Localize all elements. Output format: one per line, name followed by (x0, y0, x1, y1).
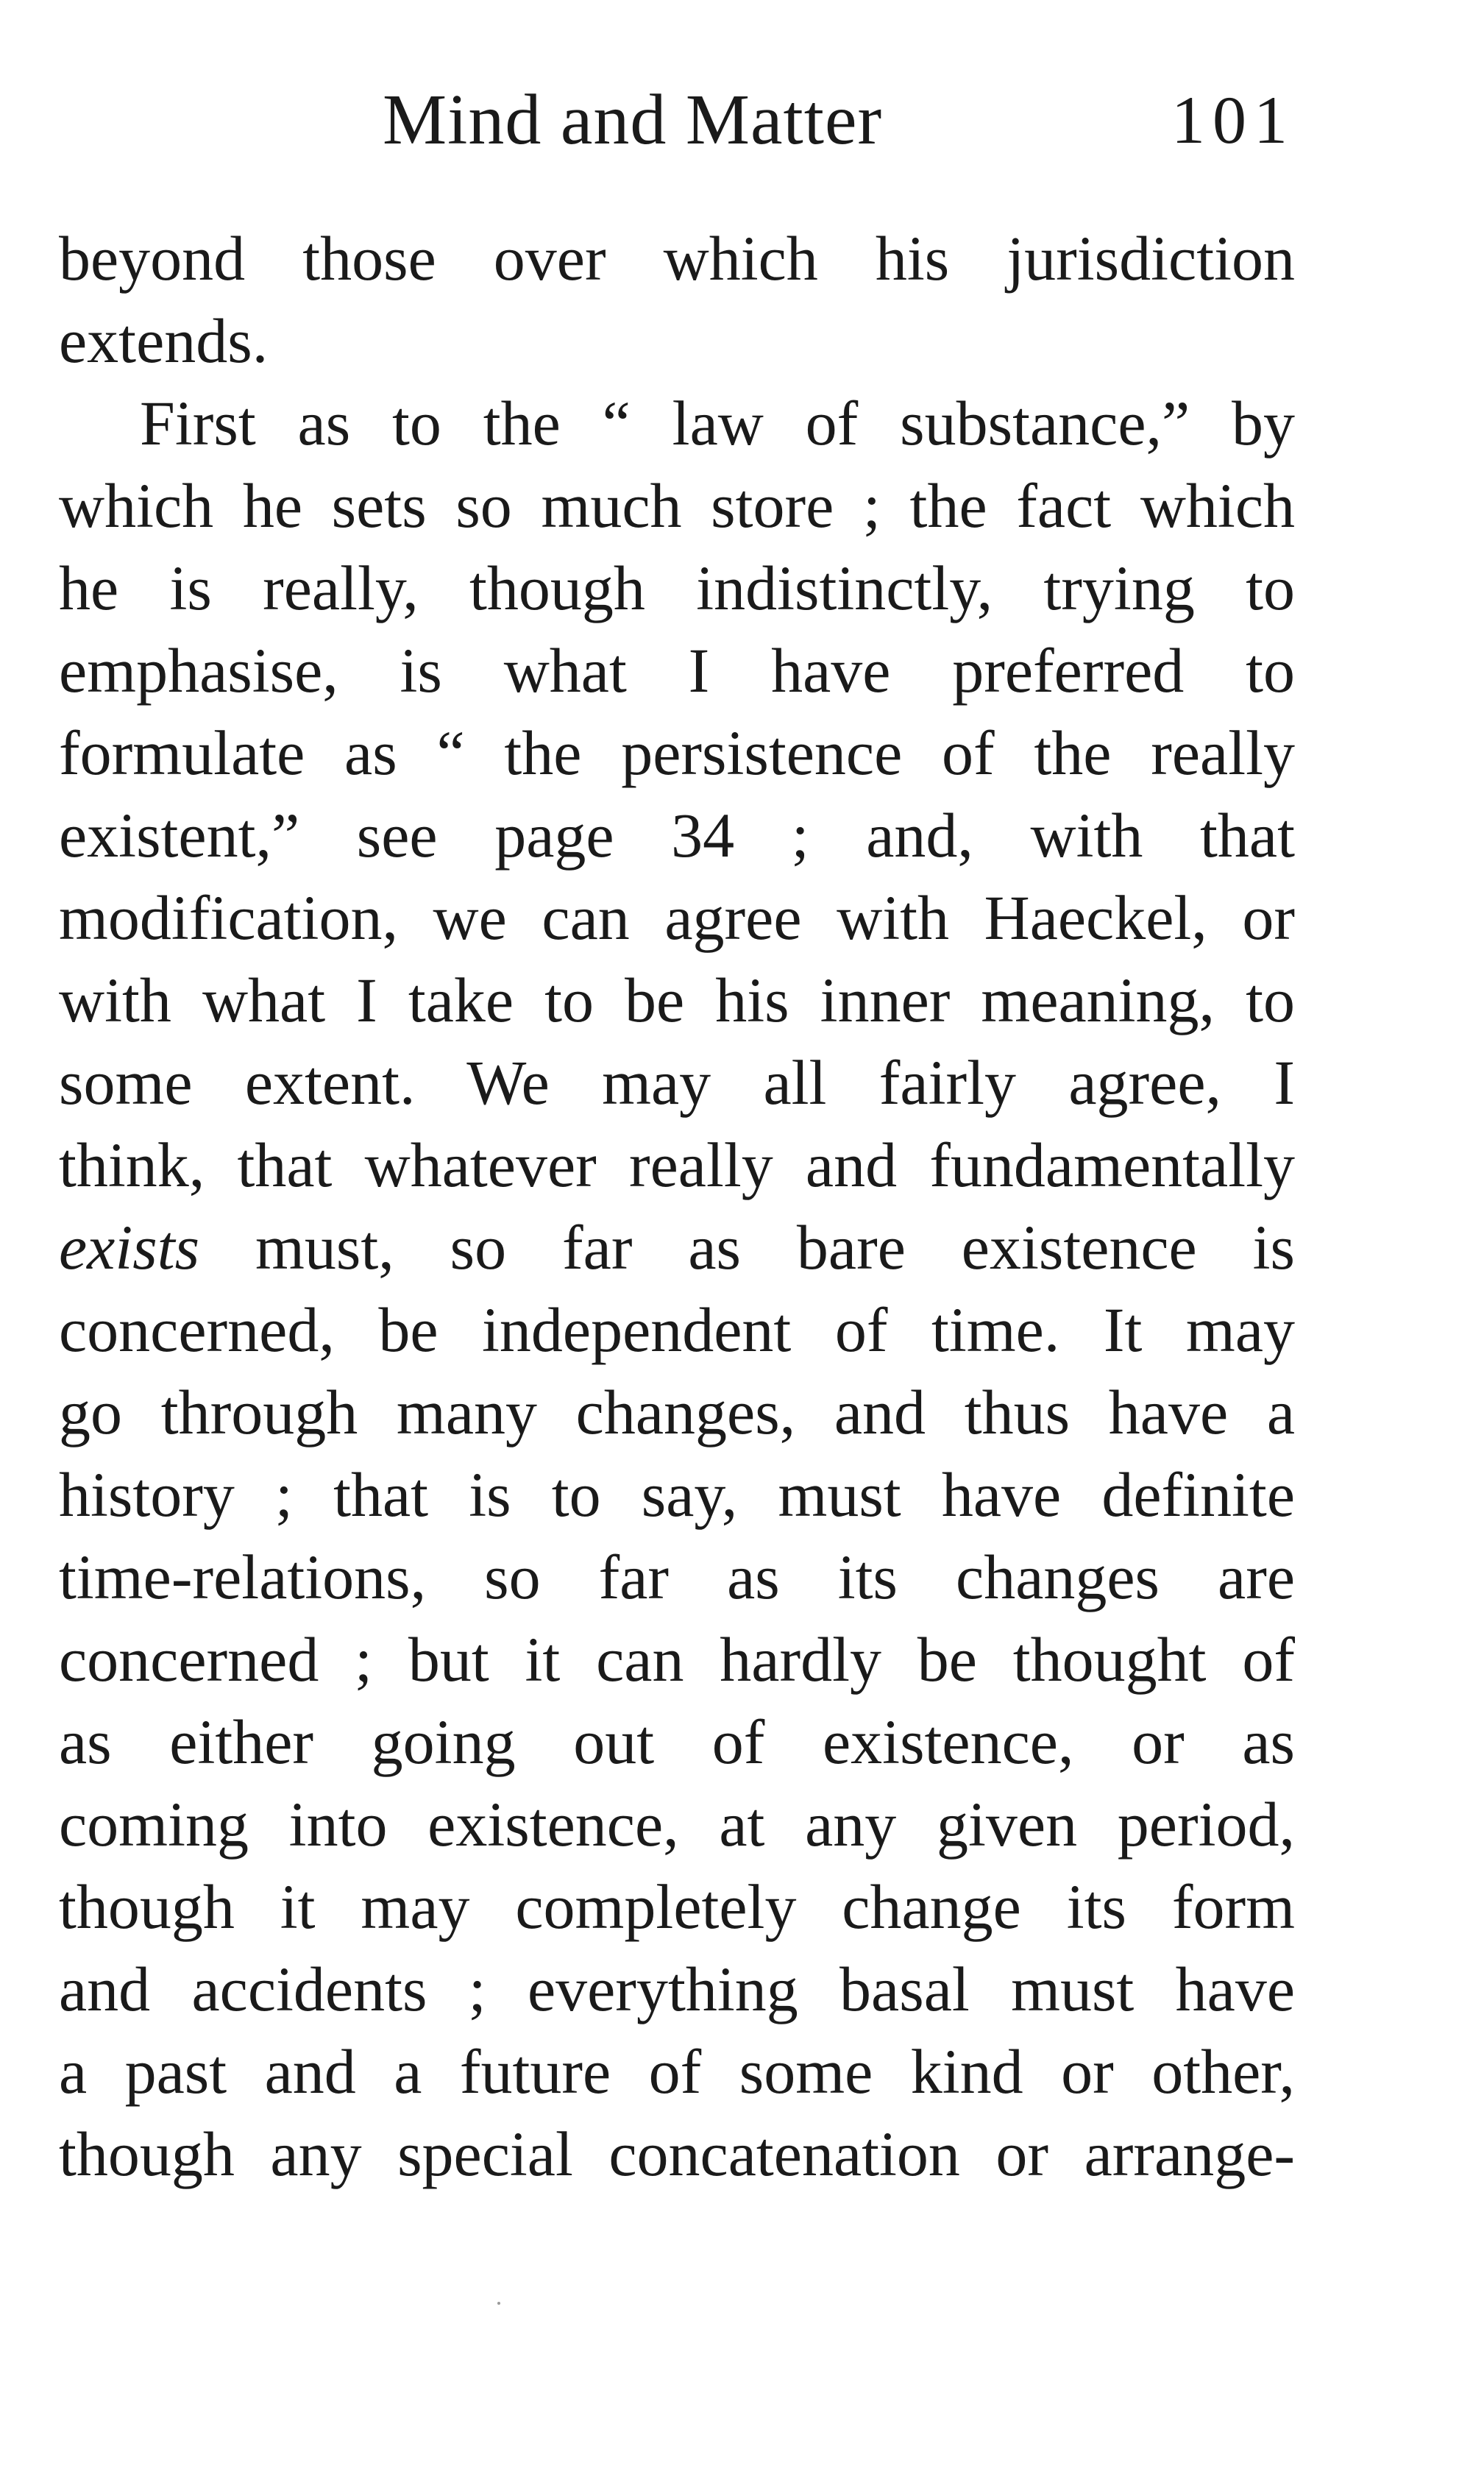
text-line (59, 1536, 1295, 1618)
line-text: and accidents ; everything basal must have (59, 1954, 1295, 2024)
text-line (59, 464, 1295, 547)
running-head (59, 72, 1295, 168)
line-text: as either going out of existence, or as (59, 1706, 1295, 1777)
line-text: beyond those over which his jurisdiction (59, 223, 1295, 294)
line-text: a past and a future of some kind or other, (59, 2036, 1295, 2107)
text-line (59, 1865, 1295, 1948)
line-text: coming into existence, at any given period, (59, 1789, 1295, 1860)
text-line (59, 712, 1295, 794)
text-line (59, 1783, 1295, 1865)
text-line (59, 1371, 1295, 1453)
text-line (59, 1453, 1295, 1536)
text-line (59, 1289, 1295, 1371)
line-text: time-relations, so far as its changes are (59, 1542, 1295, 1612)
line-text: formulate as “ the persistence of the really (59, 717, 1295, 788)
line-text: think, that whatever really and fundamentally (59, 1130, 1295, 1200)
text-line (59, 1041, 1295, 1124)
text-line (59, 2113, 1295, 2195)
page-number: 101 (1171, 82, 1295, 157)
body-text (59, 217, 1295, 2195)
line-text: he is really, though indistinctly, trying to (59, 553, 1295, 623)
line-text: concerned, be independent of time. It may (59, 1294, 1295, 1365)
line-text: though it may completely change its form (59, 1871, 1295, 1942)
line-text: with what I take to be his inner meaning, to (59, 965, 1295, 1035)
line-text: must, so far as bare existence is (199, 1212, 1295, 1283)
text-line (59, 382, 1295, 464)
line-text: go through many changes, and thus have a (59, 1377, 1295, 1447)
text-line (59, 1124, 1295, 1206)
line-text: some extent. We may all fairly agree, I (59, 1047, 1295, 1118)
text-line (59, 1701, 1295, 1783)
running-title: Mind and Matter (383, 80, 883, 160)
text-line (59, 876, 1295, 959)
text-line (59, 1206, 1295, 1289)
text-line (59, 547, 1295, 629)
text-line (59, 959, 1295, 1041)
text-line (59, 1948, 1295, 2030)
line-text: which he sets so much store ; the fact which (59, 470, 1295, 541)
text-line (59, 629, 1295, 712)
line-text: extends. (59, 305, 269, 376)
paper-speck (497, 2302, 500, 2305)
line-text: concerned ; but it can hardly be thought of (59, 1624, 1295, 1695)
line-text: emphasise, is what I have preferred to (59, 635, 1295, 706)
line-text: existent,” see page 34 ; and, with that (59, 800, 1295, 871)
text-line (59, 217, 1295, 299)
text-line (59, 299, 1295, 382)
text-line (59, 794, 1295, 876)
line-text: modification, we can agree with Haeckel, or (59, 882, 1295, 953)
line-text: though any special concatenation or arrange- (59, 2119, 1295, 2189)
text-line (59, 1618, 1295, 1701)
text-line (59, 2030, 1295, 2113)
line-text: First as to the “ law of substance,” by (140, 388, 1295, 458)
line-text: history ; that is to say, must have definite (59, 1459, 1295, 1530)
italic-word: exists (59, 1212, 200, 1283)
